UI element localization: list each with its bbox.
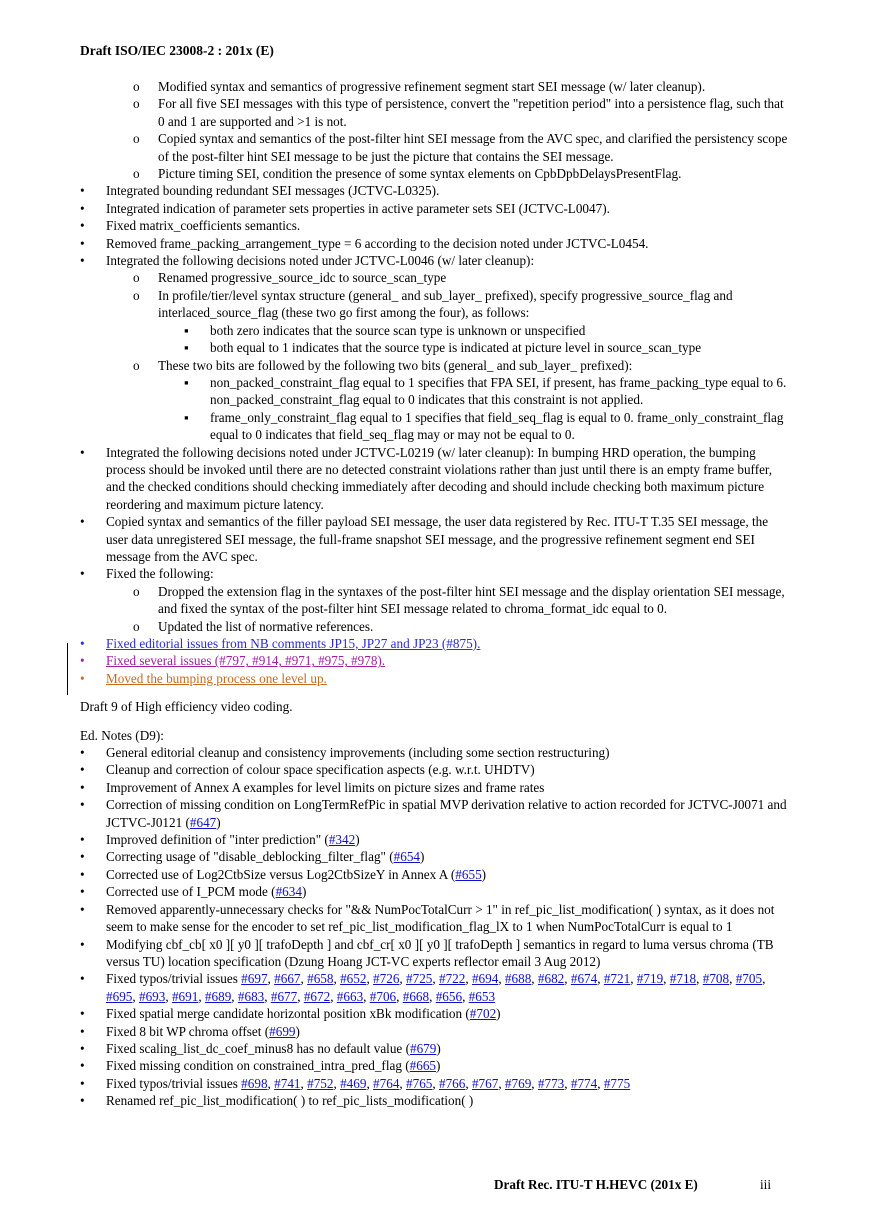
list-item: • Corrected use of Log2CtbSize versus Log2CtbSizeY in Annex A (#655): [80, 866, 487, 882]
list-item: • Corrected use of I_PCM mode (#634): [80, 884, 307, 900]
list-item: o Updated the list of normative references.: [133, 618, 374, 634]
list-item: • Fixed scaling_list_dc_coef_minus8 has no default value (#679): [80, 1040, 441, 1056]
list-item: • Integrated the following decisions noted under JCTVC-L0219 (w/ later cleanup): In bumping HRD operation, the bumping process should be invoked until there are no detected constraint violations rather than just until there is an empty frame buffer, and the checked conditions should checking immediately after decoding and should include checking both maximum picture reordering and maximum picture latency.: [80, 444, 773, 512]
issue-link[interactable]: #663: [336, 988, 364, 1004]
list-item: o These two bits are followed by the following two bits (general_ and sub_layer_ prefixed):: [133, 357, 633, 373]
list-item: • Correcting usage of "disable_deblocking_filter_flag" (#654): [80, 849, 425, 865]
issue-link[interactable]: #677: [270, 988, 298, 1004]
issue-link[interactable]: #698: [241, 1075, 268, 1091]
issue-link[interactable]: #647: [189, 814, 217, 830]
issue-link[interactable]: #695: [106, 988, 133, 1004]
issue-link[interactable]: #688: [504, 971, 532, 987]
issue-link[interactable]: #767: [471, 1075, 499, 1091]
list-item: ▪ both equal to 1 indicates that the source type is indicated at picture level in source_scan_type: [184, 340, 702, 356]
issue-link[interactable]: #752: [307, 1075, 334, 1091]
issue-link[interactable]: #697: [241, 971, 268, 987]
issue-link[interactable]: #722: [438, 971, 466, 987]
issue-link[interactable]: #679: [409, 1040, 437, 1056]
list-item: ▪ non_packed_constraint_flag equal to 1 specifies that FPA SEI, if present, has frame_packing_type equal to 6. non_packed_constraint_flag equal to 0 indicates that this constraint is not applied.: [184, 374, 787, 408]
list-item: • Fixed typos/trivial issues #698, #741, #752, #469, #764, #765, #766, #767, #769, #773, #774, #775: [80, 1075, 631, 1091]
issue-link[interactable]: #721: [603, 971, 631, 987]
list-item: • Fixed missing condition on constrained_intra_pred_flag (#665): [80, 1058, 441, 1074]
ed-notes-heading: Ed. Notes (D9):: [80, 727, 164, 743]
list-item: • Integrated the following decisions noted under JCTVC-L0046 (w/ later cleanup):: [80, 253, 535, 269]
issue-link[interactable]: #693: [138, 988, 166, 1004]
list-item: • Removed apparently-unnecessary checks for "&& NumPocTotalCurr > 1" in ref_pic_list_modification( ) syntax, as it does not seem to make sense for the encoder to set ref_pic_list_modification_flag_lX to 1 when NumPocTotalCurr is equal to 1: [80, 901, 775, 935]
page-footer: Draft Rec. ITU-T H.HEVC (201x E): [494, 1177, 698, 1192]
issue-link[interactable]: #708: [702, 971, 730, 987]
issue-link[interactable]: #682: [537, 971, 565, 987]
list-item: • Renamed ref_pic_list_modification( ) to ref_pic_lists_modification( ): [80, 1093, 474, 1109]
list-item: o Modified syntax and semantics of progressive refinement segment start SEI message (w/ later cleanup).: [133, 79, 706, 94]
issue-link[interactable]: #699: [269, 1023, 296, 1039]
issue-link[interactable]: #656: [435, 988, 463, 1004]
list-item: • Improvement of Annex A examples for level limits on picture sizes and frame rates: [80, 779, 545, 795]
list-item: • Fixed typos/trivial issues #697, #667, #658, #652, #726, #725, #722, #694, #688, #682, #674, #721, #719, #718, #708, #705, #695, #693, #691, #689, #683, #677, #672, #663, #706, #668, #656, #653: [80, 971, 766, 1004]
list-item: o For all five SEI messages with this type of persistence, convert the "repetition period" into a persistence flag, such that 0 and 1 are supported and >1 is not.: [133, 96, 784, 129]
issue-link[interactable]: #667: [274, 971, 301, 987]
list-item: • General editorial cleanup and consistency improvements (including some section restructuring): [80, 745, 610, 761]
issue-link[interactable]: #689: [204, 988, 232, 1004]
list-item: • Integrated bounding redundant SEI messages (JCTVC-L0325).: [80, 183, 440, 199]
issue-link[interactable]: #773: [537, 1075, 565, 1091]
issue-link[interactable]: #653: [468, 988, 496, 1004]
list-item: o Dropped the extension flag in the syntaxes of the post-filter hint SEI message and the display orientation SEI message, and fixed the syntax of the post-filter hint SEI message related to chroma_format_idc equal to 0.: [133, 583, 785, 617]
tracked-change-item: • Fixed several issues (#797, #914, #971, #975, #978).: [80, 653, 386, 669]
issue-link[interactable]: #634: [275, 884, 302, 900]
list-item: • Copied syntax and semantics of the filler payload SEI message, the user data registered by Rec. ITU-T T.35 SEI message, the user data unregistered SEI message, the full-frame snapshot SEI message, and the progressive refinement segment end SEI message from the AVC spec.: [80, 514, 769, 564]
list-item: • Cleanup and correction of colour space specification aspects (e.g. w.r.t. UHDTV): [80, 762, 535, 778]
list-item: • Fixed 8 bit WP chroma offset (#699): [80, 1023, 300, 1039]
issue-link[interactable]: #683: [237, 988, 265, 1004]
list-item: o Picture timing SEI, condition the presence of some syntax elements on CpbDpbDelaysPresentFlag.: [133, 166, 682, 182]
tracked-change-item: • Moved the bumping process one level up.: [80, 670, 327, 686]
issue-link[interactable]: #674: [570, 971, 598, 987]
issue-link[interactable]: #655: [455, 866, 482, 882]
page-number: iii: [760, 1177, 771, 1192]
change-bar: [67, 643, 68, 695]
issue-link[interactable]: #718: [669, 971, 697, 987]
issue-link[interactable]: #765: [406, 1075, 433, 1091]
issue-link[interactable]: #694: [471, 971, 499, 987]
issue-link[interactable]: #702: [469, 1006, 497, 1022]
list-item: • Correction of missing condition on LongTermRefPic in spatial MVP derivation relative to action recorded for JCTVC-J0071 and JCTVC-J0121 (#647): [80, 797, 787, 830]
list-item: ▪ frame_only_constraint_flag equal to 1 specifies that field_seq_flag is equal to 0. frame_only_constraint_flag equal to 0 indicates that field_seq_flag may or may not be equal to 0.: [184, 409, 784, 443]
list-item: • Removed frame_packing_arrangement_type = 6 according to the decision noted under JCTVC-L0454.: [80, 235, 649, 251]
issue-link[interactable]: #665: [409, 1058, 436, 1074]
issue-link[interactable]: #672: [303, 988, 331, 1004]
issue-link[interactable]: #342: [328, 832, 356, 848]
issue-link[interactable]: #691: [171, 988, 199, 1004]
issue-link[interactable]: #705: [735, 971, 763, 987]
list-item: ▪ both zero indicates that the source scan type is unknown or unspecified: [184, 322, 586, 338]
list-item: • Fixed spatial merge candidate horizontal position xBk modification (#702): [80, 1006, 501, 1022]
list-item: • Fixed the following:: [80, 566, 214, 582]
issue-link[interactable]: #741: [274, 1075, 301, 1091]
list-item: • Modifying cbf_cb[ x0 ][ y0 ][ trafoDepth ] and cbf_cr[ x0 ][ y0 ][ trafoDepth ] semantics in regard to luma versus chroma (TB versus TU) location specification (Dzung Hoang JCT-VC experts reflector email 3 Aug 2012): [80, 936, 774, 969]
issue-link-list: #697, #667, #658, #652, #726, #725, #722, #694, #688, #682, #674, #721, #719, #718, #708, #705, #695, #693, #691, #689, #683, #677, #672, #663, #706, #668, #656, #653: [106, 971, 766, 1004]
issue-link[interactable]: #774: [570, 1075, 598, 1091]
list-item: • Improved definition of "inter prediction" (#342): [80, 832, 360, 848]
issue-link[interactable]: #726: [373, 971, 400, 987]
issue-link[interactable]: #469: [340, 1075, 367, 1091]
draft-9-paragraph: Draft 9 of High efficiency video coding.: [80, 699, 293, 715]
issue-link[interactable]: #652: [340, 971, 367, 987]
issue-link[interactable]: #725: [406, 971, 433, 987]
issue-link[interactable]: #706: [369, 988, 397, 1004]
issue-link[interactable]: #719: [636, 971, 664, 987]
issue-link[interactable]: #766: [438, 1075, 466, 1091]
tracked-change-item: • Fixed editorial issues from NB comments JP15, JP27 and JP23 (#875).: [80, 636, 481, 651]
page-header: Draft ISO/IEC 23008-2 : 201x (E): [80, 43, 274, 58]
issue-link[interactable]: #654: [393, 849, 420, 865]
list-item: • Integrated indication of parameter sets properties in active parameter sets SEI (JCTVC-L0047).: [80, 200, 610, 216]
issue-link[interactable]: #769: [504, 1075, 532, 1091]
document-body: [80, 78, 788, 1110]
issue-link-list: #698, #741, #752, #469, #764, #765, #766, #767, #769, #773, #774, #775: [241, 1075, 631, 1091]
list-item: o Renamed progressive_source_idc to source_scan_type: [133, 270, 447, 286]
issue-link[interactable]: #764: [373, 1075, 400, 1091]
list-item: o In profile/tier/level syntax structure (general_ and sub_layer_ prefixed), specify progressive_source_flag and interlaced_source_flag (these two go first among the four), as follows:: [133, 287, 733, 321]
list-item: o Copied syntax and semantics of the post-filter hint SEI message from the AVC spec, and clarified the persistency scope of the post-filter hint SEI message to be just the picture that contains the SEI message.: [133, 131, 788, 164]
issue-link[interactable]: #775: [603, 1075, 631, 1091]
list-item: • Fixed matrix_coefficients semantics.: [80, 218, 301, 234]
issue-link[interactable]: #668: [402, 988, 430, 1004]
issue-link[interactable]: #658: [307, 971, 334, 987]
